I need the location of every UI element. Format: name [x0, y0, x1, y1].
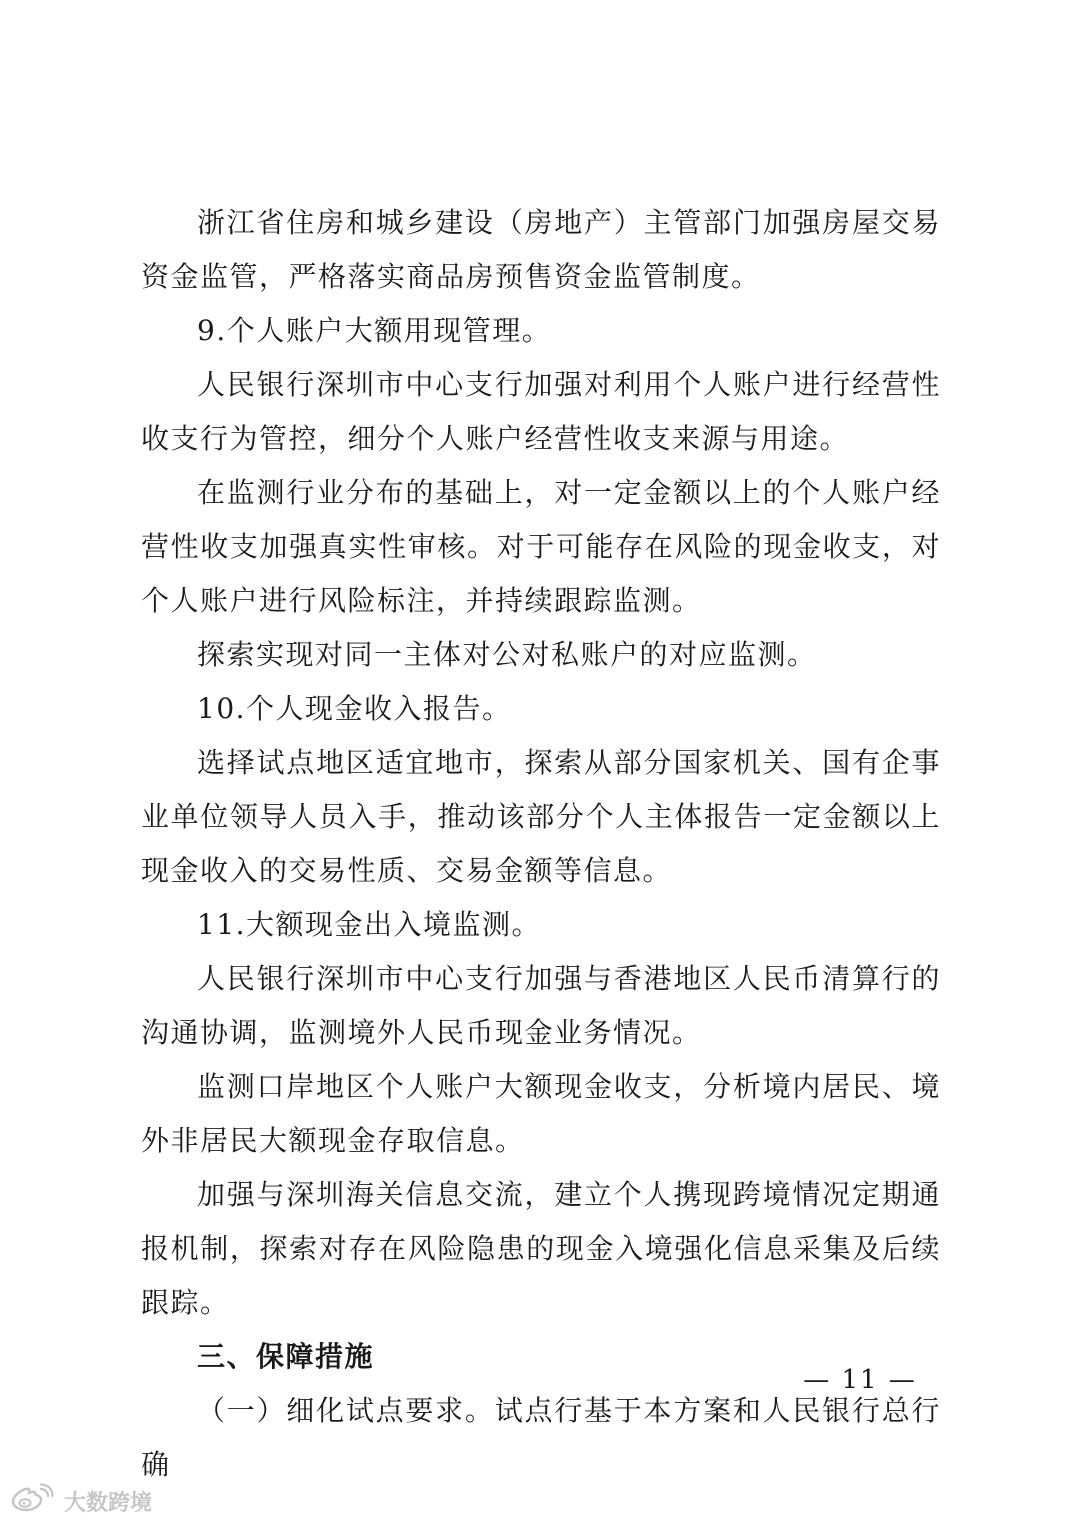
watermark-text: 大数跨境 — [64, 1490, 153, 1516]
weibo-logo-icon — [10, 1483, 58, 1519]
paragraph-port-monitoring: 监测口岸地区个人账户大额现金收支，分析境内居民、境外非居民大额现金存取信息。 — [141, 1070, 941, 1157]
document-body — [141, 196, 941, 1492]
paragraph-public-private-accounts: 探索实现对同一主体对公对私账户的对应监测。 — [197, 638, 817, 671]
item-heading-10: 10.个人现金收入报告。 — [197, 692, 512, 725]
watermark — [10, 1484, 152, 1518]
paragraph-industry-monitoring: 在监测行业分布的基础上，对一定金额以上的个人账户经营性收支加强真实性审核。对于可能存在风险的现金收支，对个人账户进行风险标注，并持续跟踪监测。 — [141, 476, 941, 617]
item-heading-11: 11.大额现金出入境监测。 — [197, 908, 542, 941]
paragraph-pilot-cash-report: 选择试点地区适宜地市，探索从部分国家机关、国有企事业单位领导人员入手，推动该部分个人主体报告一定金额以上现金收入的交易性质、交易金额等信息。 — [141, 746, 941, 887]
paragraph-hongkong-clearing: 人民银行深圳市中心支行加强与香港地区人民币清算行的沟通协调，监测境外人民币现金业务情况。 — [141, 962, 941, 1049]
section-heading-safeguards: 三、保障措施 — [197, 1340, 375, 1373]
item-heading-9: 9.个人账户大额用现管理。 — [197, 314, 552, 347]
paragraph-shenzhen-account-control: 人民银行深圳市中心支行加强对利用个人账户进行经营性收支行为管控，细分个人账户经营性收支来源与用途。 — [141, 368, 941, 455]
page-number: — 11 — — [803, 1365, 917, 1395]
paragraph-housing-fund-supervision: 浙江省住房和城乡建设（房地产）主管部门加强房屋交易资金监管，严格落实商品房预售资金监管制度。 — [141, 206, 941, 293]
paragraph-refine-requirements: （一）细化试点要求。试点行基于本方案和人民银行总行确 — [141, 1394, 941, 1481]
paragraph-customs-exchange: 加强与深圳海关信息交流，建立个人携现跨境情况定期通报机制，探索对存在风险隐患的现金入境强化信息采集及后续跟踪。 — [141, 1178, 941, 1319]
